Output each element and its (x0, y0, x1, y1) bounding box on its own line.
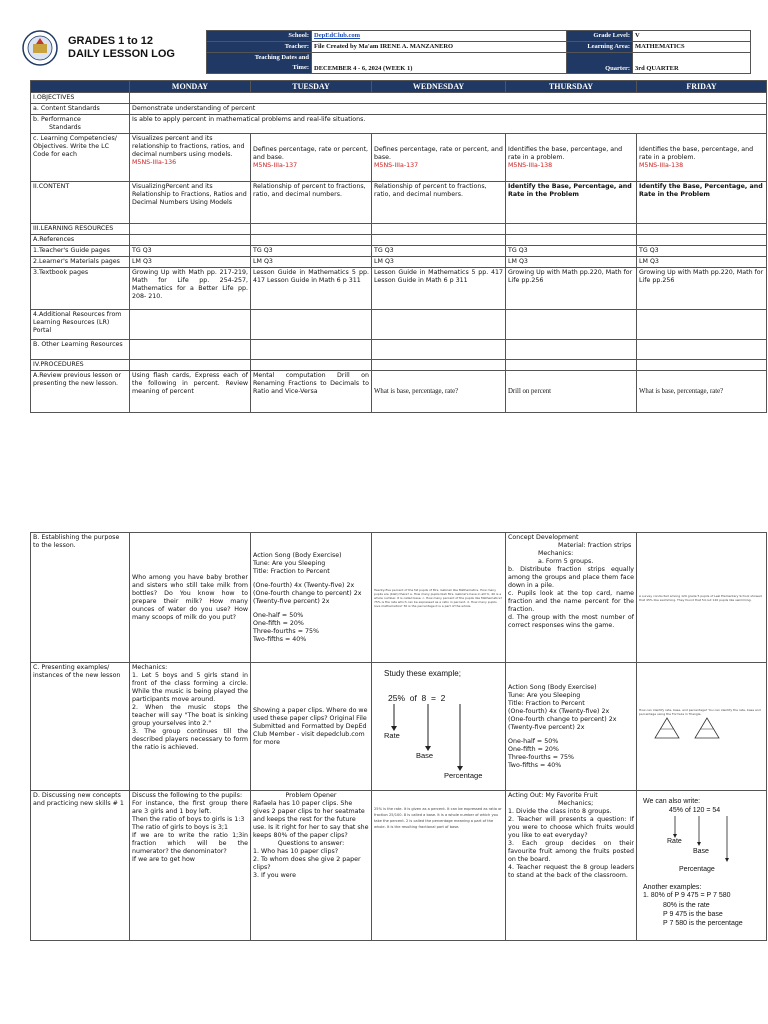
label-percentage: Percentage (679, 866, 715, 873)
discussing-thursday (506, 791, 637, 941)
lc-text: Defines percentage, rate or percent, and base. (374, 145, 503, 161)
lc-code: M5NS-IIIa-138 (639, 161, 684, 169)
label-percentage: Percentage (444, 770, 483, 780)
day-header-friday: FRIDAY (637, 81, 767, 93)
line: Mechanics; (558, 800, 594, 807)
line: Action Song (Body Exercise) (508, 683, 597, 691)
line: Title: Fraction to Percent (253, 567, 330, 575)
objectives-label: I.OBJECTIVES (31, 93, 130, 104)
label-rate: Rate (384, 730, 400, 740)
lc-text: Defines percentage, rate or percent, and base. (253, 145, 369, 161)
page-title (68, 35, 175, 61)
lm-tuesday: LM Q3 (251, 257, 372, 268)
additional-resources-label: 4.Additional Resources from Learning Resources (LR) Portal (31, 310, 130, 340)
line: (One-fourth change to percent) 2x (508, 715, 617, 723)
line: 3. If you were (253, 872, 297, 879)
label-base: Base (416, 750, 434, 760)
line: For instance, the first group there are 3 girls and 1 boy left. (132, 800, 248, 815)
teacher-value: File Created by Ma'am IRENE A. MANZANERO (312, 42, 567, 53)
presenting-monday (130, 663, 251, 791)
example-diagram (374, 668, 503, 786)
corner-cell (31, 81, 130, 93)
line: (One-fourth) 4x (Twenty-five) 2x (253, 581, 355, 589)
content-friday: Identify the Base, Percentage, and Rate in the Problem (637, 182, 767, 224)
lc-code: M5NS-IIIa-137 (374, 161, 419, 169)
tb-friday: Growing Up with Math pp.220, Math for Life pp.256 (637, 268, 767, 310)
learning-competencies-label: c. Learning Competencies/ Objectives. Write the LC Code for each (31, 134, 130, 182)
line: Action Song (Body Exercise) (253, 551, 342, 559)
line: Two-fifths = 40% (508, 761, 562, 769)
lesson-log-table (30, 80, 767, 413)
discussing-friday (637, 791, 767, 941)
line: If we are to write the ratio 1;3in fraction which will be the numerator? the denominator? (132, 832, 248, 855)
day-header-monday: MONDAY (130, 81, 251, 93)
perf-label-1: b. Performance (33, 116, 81, 123)
lc-monday (130, 134, 251, 182)
survey-image-text: A survey conducted among 120 grade 5 pupils of Leal Elementary School showed that 45% like swimming. They found that 54 out 120 pupils like swimming. (639, 593, 762, 602)
review-friday: What is base, percentage, rate? (637, 371, 767, 413)
lc-text: Visualizes percent and its relationship to fractions, ratios, and decimal numbers using models. (132, 135, 245, 158)
line: Then the ratio of boys to girls is 1:3 (132, 816, 245, 823)
content-tuesday: Relationship of percent to fractions, ratio, and decimal numbers. (251, 182, 372, 224)
line: 2. Teacher will presents a question: If you were to choose which fruits would you like to eat everyday? (508, 816, 634, 839)
line: Three-fourths = 75% (253, 627, 319, 635)
line: (One-fourth change to percent) 2x (253, 589, 362, 597)
line: One-fifth = 20% (253, 619, 304, 627)
example-1: 1. 80% of P 9 475 = P 7 580 (643, 892, 731, 899)
line: Questions to answer: (277, 840, 345, 847)
review-thursday: Drill on percent (506, 371, 637, 413)
formula-triangles (653, 716, 733, 742)
line: Title: Fraction to Percent (508, 699, 585, 707)
example-equation: 25% of 8 = 2 (388, 692, 446, 703)
tg-wednesday: TG Q3 (372, 246, 506, 257)
line: d. The group with the most number of correct responses wins the game. (508, 614, 634, 629)
lm-monday: LM Q3 (130, 257, 251, 268)
references-label: A.References (31, 235, 130, 246)
label-rate: Rate (667, 838, 682, 845)
line: (One-fourth) 4x (Twenty-five) 2x (508, 707, 610, 715)
equation: 45% of 120 = 54 (669, 807, 721, 814)
line: Acting Out: My Favorite Fruit (508, 792, 598, 799)
day-header-wednesday: WEDNESDAY (372, 81, 506, 93)
line: Concept Development (508, 534, 579, 541)
review-tuesday: Mental computation Drill on Renaming Fractions to Decimals to Ratio and Vice-Versa (251, 371, 372, 413)
lc-tuesday (251, 134, 372, 182)
example-1c: P 7 580 is the percentage (663, 920, 743, 927)
quarter-value: 3rd QUARTER (633, 53, 751, 74)
line: 1. Who has 10 paper clips? (253, 848, 339, 855)
example-heading: Study these example; (384, 668, 461, 678)
discussing-tuesday (251, 791, 372, 941)
learners-materials-label: 2.Learner's Materials pages (31, 257, 130, 268)
lc-code: M5NS-IIIa-138 (508, 161, 553, 169)
line: One-fifth = 20% (508, 745, 559, 753)
tb-wednesday: Lesson Guide in Mathematics 5 pp. 417 Lesson Guide in Math 6 p 311 (372, 268, 506, 310)
line: 1. Divide the class into 8 groups. (508, 808, 612, 815)
school-value[interactable] (312, 31, 567, 42)
objectives-cell (130, 93, 767, 104)
lesson-log-table-page2 (30, 532, 767, 941)
dates-label (207, 53, 312, 74)
purpose-friday (637, 533, 767, 663)
other-resources-label: B. Other Learning Resources (31, 340, 130, 360)
line: If we are to get how (132, 856, 195, 863)
school-label: School: (207, 31, 312, 42)
content-label: II.CONTENT (31, 182, 130, 224)
review-wednesday: What is base, percentage, rate? (372, 371, 506, 413)
line: 3. Each group decides on their favourite fruit among the fruits posted on the board. (508, 840, 634, 863)
line: One-half = 50% (508, 737, 559, 745)
line: Three-fourths = 75% (508, 753, 574, 761)
line: Tune: Are you Sleeping (508, 691, 581, 699)
lc-text: Identifies the base, percentage, and rate in a problem. (508, 145, 623, 161)
performance-standards-value: Is able to apply percent in mathematical problems and real-life situations. (130, 115, 767, 134)
intro: We can also write: (643, 798, 701, 805)
presenting-wednesday (372, 663, 506, 791)
lc-text: Identifies the base, percentage, and rate in a problem. (639, 145, 754, 161)
line: 1. Let 5 boys and 5 girls stand in front of the class forming a circle. While the music is being played the participants move around. (132, 672, 248, 703)
friday-arrows (639, 792, 767, 872)
header-info-table (206, 30, 751, 74)
lm-friday: LM Q3 (637, 257, 767, 268)
deped-seal-logo (22, 30, 58, 66)
line: 2. When the music stops the teacher will say "The boat is sinking group yourselves into 2." (132, 704, 248, 727)
tg-monday: TG Q3 (130, 246, 251, 257)
line: Material: fraction strips (558, 542, 632, 549)
dates-value: DECEMBER 4 - 6, 2024 (WEEK 1) (312, 53, 567, 74)
discussing-monday (130, 791, 251, 941)
teachers-guide-label: 1.Teacher's Guide pages (31, 246, 130, 257)
review-monday: Using flash cards, Express each of the following in percent. Review meaning of percent (130, 371, 251, 413)
content-standards-label: a. Content Standards (31, 104, 130, 115)
lm-wednesday: LM Q3 (372, 257, 506, 268)
lc-thursday (506, 134, 637, 182)
rate-base-explanation: 25% is the rate. It is given as a percent. It can be expressed as ratio or fraction 25/100. 8 is called a base. It is a whole number of which you take the percent. 2 is called the percentage meaning a part of the whole. It is the resulting fractional part of base. (374, 807, 502, 829)
content-wednesday: Relationship of percent to fractions, ratio, and decimal numbers. (372, 182, 506, 224)
presenting-thursday (506, 663, 637, 791)
line: 2. To whom does she give 2 paper clips? (253, 856, 361, 871)
purpose-wednesday (372, 533, 506, 663)
day-header-thursday: THURSDAY (506, 81, 637, 93)
content-standards-value: Demonstrate understanding of percent (130, 104, 767, 115)
lc-wednesday (372, 134, 506, 182)
dates-label-1: Teaching Dates and (254, 54, 309, 61)
tb-tuesday: Lesson Guide in Mathematics 5 pp. 417 Lesson Guide in Math 6 p 311 (251, 268, 372, 310)
line: Problem Opener (285, 792, 337, 799)
line: 4. Teacher request the 8 group leaders to stand at the back of the classroom. (508, 864, 634, 879)
dates-label-2: Time: (292, 64, 309, 71)
tb-thursday: Growing Up with Math pp.220, Math for Life pp.256 (506, 268, 637, 310)
tg-thursday: TG Q3 (506, 246, 637, 257)
presenting-friday (637, 663, 767, 791)
presenting-examples-label: C. Presenting examples/ instances of the new lesson (31, 663, 130, 791)
learning-resources-label: III.LEARNING RESOURCES (31, 224, 130, 235)
lc-code: M5NS-IIIa-137 (253, 161, 298, 169)
area-label: Learning Area: (567, 42, 633, 53)
title-line1: GRADES 1 to 12 (68, 35, 153, 47)
performance-standards-label (31, 115, 130, 134)
presenting-tuesday: Showing a paper clips. Where do we used these paper clips? Original File Submitted and Formatted by DepEd Club Member - visit depedclub.com for more (251, 663, 372, 791)
area-value: MATHEMATICS (633, 42, 751, 53)
label-base: Base (693, 848, 709, 855)
friday-example (639, 792, 764, 932)
title-line2: DAILY LESSON LOG (68, 48, 175, 60)
line: 3. The group continues till the described players necessary to form the ratio is achieved. (132, 728, 248, 751)
line: (Twenty-five percent) 2x (253, 597, 330, 605)
purpose-monday: Who among you have baby brother and sisters who still take milk from bottles? Do You know how to prepare their milk? How many ounces of water do you use? How many scoops of milk do you put? (130, 533, 251, 663)
tb-monday: Growing Up with Math pp. 217-219, Math for Life pp. 254-257, Mathematics for a Better Life pp. 208- 210. (130, 268, 251, 310)
grade-value: V (633, 31, 751, 42)
grade-label: Grade Level: (567, 31, 633, 42)
review-label: A.Review previous lesson or presenting the new lesson. (31, 371, 130, 413)
lc-code: M5NS-IIIa-136 (132, 159, 177, 166)
line: (Twenty-five percent) 2x (508, 723, 585, 731)
problem-image-text: Twenty-five percent of the fat pupils of Mrs. Gabrieli like Mathematics. How many pupils are (blah) there? a. How many pupils blah Mrs. Gabriel's have in all? b. 40 is a whole number. It is called base. c. How many percent of the pupils like Mathematics? 75% is the rate which can be expressed as a ratio in percent. d. How many pupils love mathematics? 30 is the percentage it is a part of the whole. (374, 587, 502, 608)
quarter-label: Quarter: (567, 53, 633, 74)
school-link[interactable]: DepEdClub.com (314, 32, 361, 39)
perf-label-2: Standards (49, 124, 81, 131)
day-header-tuesday: TUESDAY (251, 81, 372, 93)
purpose-label: B. Establishing the purpose to the lesson. (31, 533, 130, 663)
textbook-pages-label: 3.Textbook pages (31, 268, 130, 310)
content-thursday: Identify the Base, Percentage, and Rate in the Problem (506, 182, 637, 224)
tg-tuesday: TG Q3 (251, 246, 372, 257)
teacher-label: Teacher: (207, 42, 312, 53)
triangle-caption: How can identify rate, base, and percentage? You can identify the rate, base and percentage using the Formula in Triangle. (639, 708, 761, 716)
line: Mechanics: (132, 664, 168, 671)
line: c. Pupils look at the top card, name fraction and the name percent for the fraction. (508, 590, 634, 613)
example-arrows (374, 668, 504, 786)
purpose-tuesday (251, 533, 372, 663)
purpose-thursday (506, 533, 637, 663)
line: The ratio of girls to boys is 3;1 (132, 824, 229, 831)
line: Tune: Are you Sleeping (253, 559, 326, 567)
discussing-wednesday (372, 791, 506, 941)
line: One-half = 50% (253, 611, 304, 619)
line: Rafaela has 10 paper clips. She gives 2 paper clips to her seatmate and keeps the rest for the future use. Is it right for her to say that she keeps 80% of the paper clips? (253, 800, 369, 839)
example-1b: P 9 475 is the base (663, 911, 723, 918)
discussing-concepts-label: D. Discussing new concepts and practicing new skills # 1 (31, 791, 130, 941)
line: Mechanics: (538, 550, 574, 557)
examples-label: Another examples: (643, 884, 702, 891)
line: Two-fifths = 40% (253, 635, 307, 643)
example-1a: 80% is the rate (663, 902, 710, 909)
content-monday: VisualizingPercent and its Relationship to Fractions, Ratios and Decimal Numbers Using Models (130, 182, 251, 224)
line: a. Form 5 groups. (538, 558, 594, 565)
tg-friday: TG Q3 (637, 246, 767, 257)
line: Discuss the following to the pupils: (132, 792, 243, 799)
lc-friday (637, 134, 767, 182)
line: b. Distribute fraction strips equally among the groups and place them face down in a pile. (508, 566, 634, 589)
procedures-label: IV.PROCEDURES (31, 360, 130, 371)
lm-thursday: LM Q3 (506, 257, 637, 268)
